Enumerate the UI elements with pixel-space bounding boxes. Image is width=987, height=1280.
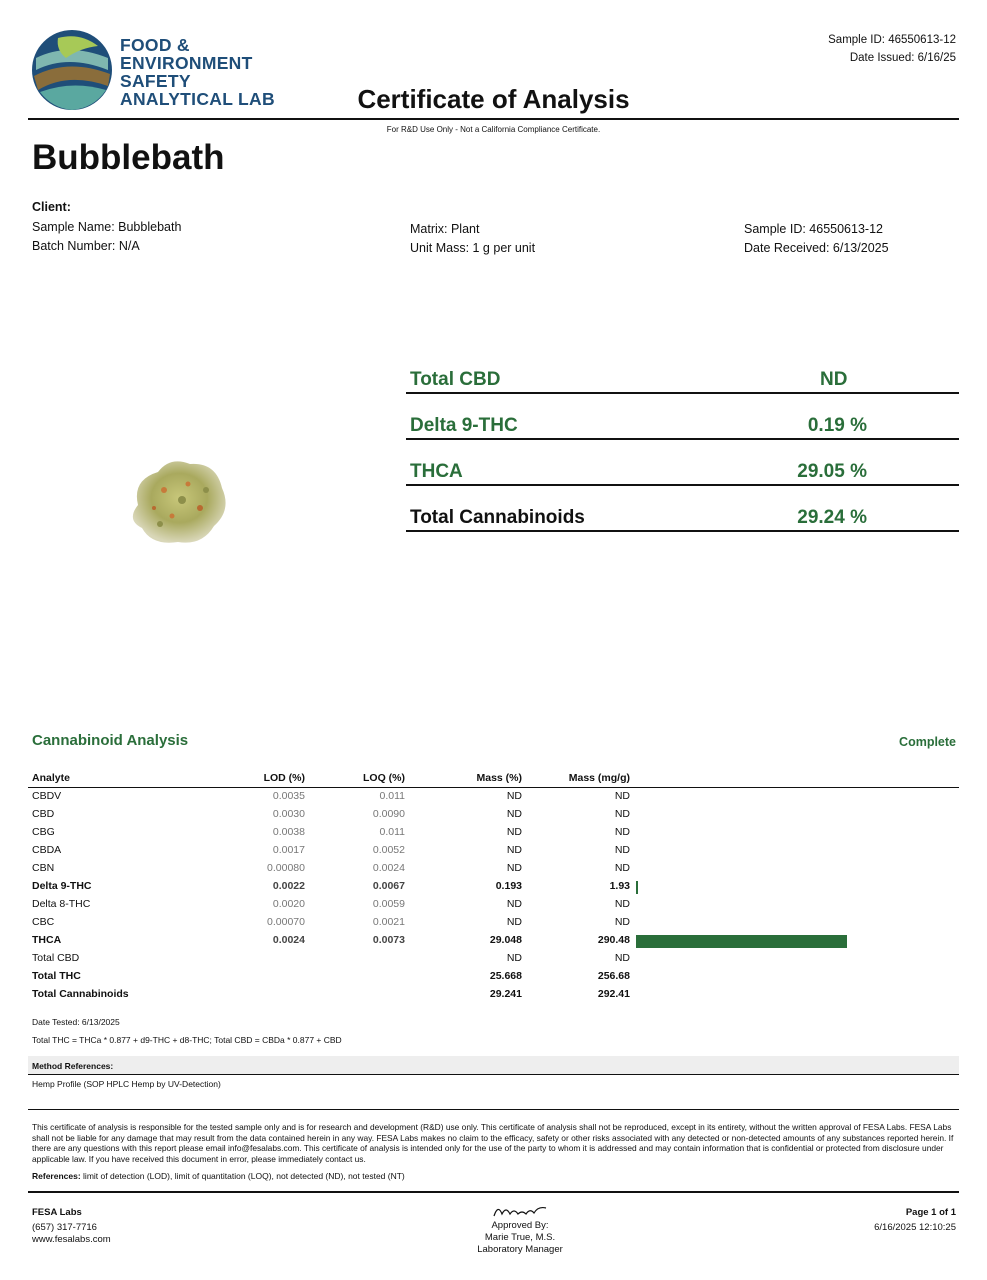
lod-cell: 0.0038 (272, 826, 305, 838)
header-date-issued: Date Issued: 6/16/25 (849, 52, 956, 64)
report-timestamp: 6/16/2025 12:10:25 (874, 1222, 956, 1233)
analyte-cell: CBC (32, 916, 55, 928)
company-name: FESA Labs (32, 1207, 82, 1218)
lod-cell: 0.0024 (272, 934, 305, 946)
mass-pct-cell: ND (506, 952, 522, 964)
approver-name: Marie True, M.S. (484, 1232, 556, 1243)
mass-mg-cell: ND (614, 844, 630, 856)
mass-mg-cell: ND (614, 808, 630, 820)
loq-cell: 0.0067 (372, 880, 405, 892)
analyte-cell: Total Cannabinoids (32, 988, 129, 1000)
lod-cell: 0.0030 (272, 808, 305, 820)
analyte-cell: THCA (32, 934, 62, 946)
loq-cell: 0.0024 (372, 862, 405, 874)
signature-icon (490, 1202, 550, 1220)
client-info-center (410, 220, 535, 258)
table-row (28, 788, 959, 806)
table-row (28, 932, 959, 950)
lod-cell: 0.0020 (272, 898, 305, 910)
analyte-cell: CBN (32, 862, 55, 874)
mass-mg-cell: 256.68 (597, 970, 630, 982)
mass-pct-cell: ND (506, 898, 522, 910)
table-row (28, 806, 959, 824)
client-info-right (744, 220, 889, 258)
client-sample-id: Sample ID: 46550613-12 (744, 222, 883, 236)
footer-divider (28, 1191, 959, 1193)
document-title: Certificate of Analysis (357, 84, 630, 114)
loq-cell: 0.011 (379, 790, 405, 802)
client-label: Client: (32, 200, 71, 214)
mass-pct-cell: ND (506, 916, 522, 928)
analyte-cell: CBDA (32, 844, 62, 856)
mass-mg-cell: ND (614, 862, 630, 874)
sample-name: Sample Name: Bubblebath (32, 220, 182, 234)
mass-mg-cell: ND (614, 898, 630, 910)
header-meta (828, 31, 956, 67)
table-row (28, 914, 959, 932)
table-row (28, 950, 959, 968)
references-text: limit of detection (LOD), limit of quantitation (LOQ), not detected (ND), not tested (NT) (83, 1171, 405, 1181)
summary-delta9-thc: Delta 9-THC 0.19 % (406, 394, 959, 440)
total-formula: Total THC = THCa * 0.877 + d9-THC + d8-THC; Total CBD = CBDa * 0.877 + CBD (32, 1035, 342, 1045)
mass-pct-cell: ND (506, 862, 522, 874)
mass-mg-cell: 290.48 (597, 934, 630, 946)
table-row (28, 896, 959, 914)
date-received: Date Received: 6/13/2025 (744, 241, 889, 255)
approver-title: Laboratory Manager (477, 1244, 563, 1255)
compliance-note: For R&D Use Only - Not a California Compliance Certificate. (386, 125, 601, 134)
mass-pct-cell: 0.193 (495, 880, 522, 892)
mass-pct-cell: ND (506, 808, 522, 820)
mass-mg-cell: ND (614, 916, 630, 928)
loq-cell: 0.0073 (372, 934, 405, 946)
summary-thca: THCA 29.05 % (406, 440, 959, 486)
header-sample-id: Sample ID: 46550613-12 (828, 34, 956, 46)
table-row (28, 824, 959, 842)
summary-total-cannabinoids: Total Cannabinoids 29.24 % (406, 486, 959, 532)
analyte-cell: CBDV (32, 790, 62, 802)
analyte-cell: Total THC (32, 970, 81, 982)
method-header-bar (28, 1056, 959, 1075)
page-number: Page 1 of 1 (905, 1207, 956, 1218)
lod-cell: 0.0022 (272, 880, 305, 892)
table-row (28, 860, 959, 878)
mass-mg-cell: 292.41 (597, 988, 630, 1000)
loq-cell: 0.0059 (372, 898, 405, 910)
lod-cell: 0.0035 (272, 790, 305, 802)
lab-logo-text: FOOD & ENVIRONMENT SAFETY ANALYTICAL LAB (120, 35, 275, 109)
matrix: Matrix: Plant (410, 222, 480, 236)
analyte-cell: CBD (32, 808, 55, 820)
table-row (28, 968, 959, 986)
mass-mg-cell: ND (614, 790, 630, 802)
table-row (28, 986, 959, 1004)
references-label: References: (32, 1171, 81, 1181)
loq-cell: 0.0090 (372, 808, 405, 820)
unit-mass: Unit Mass: 1 g per unit (410, 241, 536, 255)
analyte-cell: CBG (32, 826, 55, 838)
lod-cell: 0.00080 (267, 862, 305, 874)
footer-company (32, 1207, 111, 1246)
mass-mg-cell: 1.93 (609, 880, 630, 892)
table-header: Analyte LOD (%) LOQ (%) Mass (%) Mass (mg/g) (28, 770, 959, 788)
loq-cell: 0.011 (379, 826, 405, 838)
analysis-title: Cannabinoid Analysis (32, 732, 189, 749)
lod-cell: 0.00070 (267, 916, 305, 928)
analysis-status: Complete (899, 735, 956, 749)
date-tested: Date Tested: 6/13/2025 (32, 1017, 120, 1027)
mass-bar (636, 935, 847, 948)
lod-cell: 0.0017 (272, 844, 305, 856)
footer-page-info (874, 1207, 956, 1234)
sample-photo (118, 450, 238, 550)
table-row (28, 842, 959, 860)
mass-mg-cell: ND (614, 952, 630, 964)
analyte-cell: Delta 8-THC (32, 898, 91, 910)
approved-by-label: Approved By: (491, 1220, 549, 1231)
disclaimer: This certificate of analysis is responsible for the tested sample only and is for research and development (R&D) use only. This certificate of analysis shall not be reproduced, except in its entirety, without the written approval of FESA Labs. FESA Labs shall not be liable for any damage that may result from the data contained herein in any way. FESA Labs makes no claim to the efficacy, safety or other risks associated with any detected or non-detected amounts of any substances reported herein. If there are any questions with this report please email info@fesalabs.com. This certificate of analysis is intended only for the use of the party to whom it is addressed and may contain information that is confidential or protected from disclosure under applicable law. If you have received this document in error, please immediately contact us. (32, 1122, 954, 1164)
method-label: Method References: (32, 1061, 114, 1071)
company-website: www.fesalabs.com (32, 1234, 111, 1245)
footer-approval (400, 1202, 640, 1256)
mass-pct-cell: ND (506, 826, 522, 838)
client-info-left (32, 218, 181, 256)
loq-cell: 0.0052 (372, 844, 405, 856)
analyte-cell: Total CBD (32, 952, 80, 964)
disclaimer-divider (28, 1109, 959, 1110)
mass-pct-cell: 25.668 (489, 970, 522, 982)
mass-pct-cell: 29.048 (489, 934, 522, 946)
mass-mg-cell: ND (614, 826, 630, 838)
mass-pct-cell: ND (506, 790, 522, 802)
method-text: Hemp Profile (SOP HPLC Hemp by UV-Detection) (32, 1079, 221, 1089)
mass-pct-cell: 29.241 (489, 988, 522, 1000)
analyte-cell: Delta 9-THC (32, 880, 92, 892)
summary-total-cbd: Total CBD ND (406, 348, 959, 394)
table-row (28, 878, 959, 896)
product-name: Bubblebath (32, 138, 225, 177)
loq-cell: 0.0021 (372, 916, 405, 928)
mass-bar (636, 881, 638, 894)
header-divider (28, 118, 959, 120)
batch-number: Batch Number: N/A (32, 239, 140, 253)
references (32, 1171, 405, 1181)
company-phone: (657) 317-7716 (32, 1222, 97, 1233)
mass-pct-cell: ND (506, 844, 522, 856)
